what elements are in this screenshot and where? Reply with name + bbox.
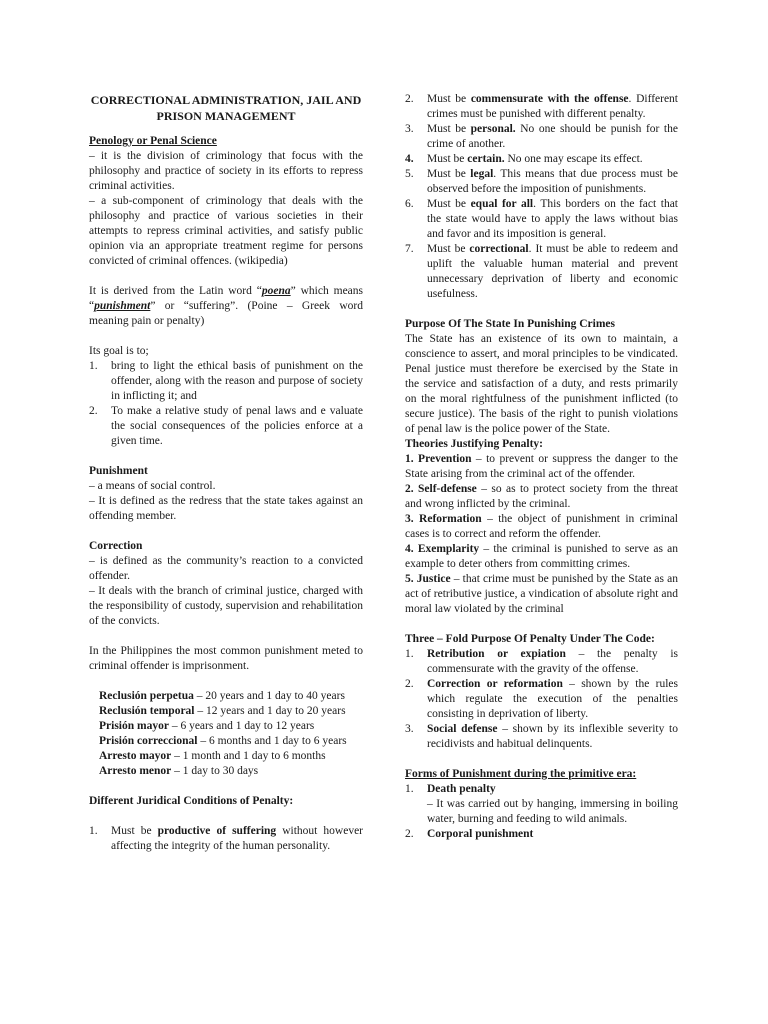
right-column xyxy=(405,92,678,842)
derivation-mid: ” which means “ xyxy=(89,285,364,312)
juridical-item: 1. Must be productive of suffering without however affecting the integrity of the human personality. xyxy=(89,825,363,852)
primitive-item: 1. Death penalty – It was carried out by hanging, immersing in boiling water, burning and feeding to wild animals. xyxy=(405,783,678,825)
punishment-line-1: – a means of social control. xyxy=(89,480,216,492)
penalty-item: Prisión mayor – 6 years and 1 day to 12 years xyxy=(99,720,315,732)
primitive-list xyxy=(405,782,678,842)
threefold-item: 2. Correction or reformation – shown by the rules which regulate the execution of the penalties consisting in deprivation of liberty. xyxy=(405,678,679,720)
threefold-list xyxy=(405,647,678,752)
penalty-item: Prisión correccional – 6 months and 1 day to 6 years xyxy=(99,735,347,747)
threefold-heading: Three – Fold Purpose Of Penalty Under The Code: xyxy=(405,633,655,645)
theory-item: 4. Exemplarity – the criminal is punished to serve as an example to deter others from committing crimes. xyxy=(405,543,678,570)
derivation-post: ” or “suffering”. (Poine – Greek word meaning pain or penalty) xyxy=(89,300,363,327)
latin-derivation xyxy=(89,284,363,329)
juridical-item: 6. Must be equal for all. This borders on the fact that the state would have to apply the laws without bias and favor and its imposition is general. xyxy=(405,198,678,240)
juridical-item: 5. Must be legal. This means that due process must be observed before the imposition of punishments. xyxy=(405,168,678,195)
juridical-item: 4. Must be certain. No one may escape its effect. xyxy=(405,153,643,165)
juridical-heading: Different Juridical Conditions of Penalty: xyxy=(89,795,294,807)
juridical-list-continued xyxy=(405,92,678,302)
penology-definition-1: – it is the division of criminology that focus with the philosophy and practice of society in its efforts to repress criminal activities. xyxy=(89,150,363,192)
document-title: CORRECTIONAL ADMINISTRATION, JAIL AND PRISON MANAGEMENT xyxy=(90,93,362,123)
punishment-line-2: – It is defined as the redress that the state takes against an offending member. xyxy=(89,495,363,522)
threefold-item: 1. Retribution or expiation – the penalty is commensurate with the gravity of the offense. xyxy=(405,648,678,675)
juridical-item: 3. Must be personal. No one should be punish for the crime of another. xyxy=(405,123,678,150)
correction-line-1: – is defined as the community’s reaction to a convicted offender. xyxy=(89,555,363,582)
juridical-item: 7. Must be correctional. It must be able to redeem and uplift the valuable human material and prevent unnecessary deprivation of liberty and economic usefulness. xyxy=(405,243,678,300)
theory-item: 1. Prevention – to prevent or suppress the danger to the State arising from the criminal act of the offender. xyxy=(405,453,678,480)
latin-word-poena: poena xyxy=(261,285,291,297)
penalty-item: Reclusión temporal – 12 years and 1 day to 20 years xyxy=(99,705,346,717)
penalty-item: Reclusión perpetua – 20 years and 1 day to 40 years xyxy=(99,690,345,702)
goal-item: 1. bring to light the ethical basis of punishment on the offender, along with the reason and purpose of society in inflicting it; and xyxy=(89,360,363,402)
primitive-heading: Forms of Punishment during the primitive era: xyxy=(405,768,637,780)
theories-heading: Theories Justifying Penalty: xyxy=(405,438,543,450)
threefold-item: 3. Social defense – shown by its inflexible severity to recidivists and habitual delinquents. xyxy=(405,723,678,750)
left-column xyxy=(89,92,363,854)
goal-intro: Its goal is to; xyxy=(89,345,149,357)
penalty-item: Arresto mayor – 1 month and 1 day to 6 months xyxy=(99,750,326,762)
goal-list xyxy=(89,359,363,449)
theory-item: 3. Reformation – the object of punishment in criminal cases is to correct and reform the offender. xyxy=(405,513,678,540)
derivation-pre: It is derived from the Latin word “ xyxy=(89,285,262,297)
penology-definition-2: – a sub-component of criminology that deals with the philosophy and practice of various societies in their attempts to repress criminal activities, and satisfy public opinion via an appropriate treatment regime for persons convicted of criminal offences. (wikipedia) xyxy=(89,195,363,267)
goal-item: 2. To make a relative study of penal laws and e valuate the social consequences of the policies enforce at a given time. xyxy=(89,405,363,447)
latin-word-punishment: punishment xyxy=(94,300,151,312)
theory-item: 5. Justice – that crime must be punished by the State as an act of retributive justice, a vindication of absolute right and moral law violated by the criminal xyxy=(405,573,678,615)
philippines-paragraph: In the Philippines the most common punishment meted to criminal offender is imprisonment. xyxy=(89,645,363,672)
correction-line-2: – It deals with the branch of criminal justice, charged with the responsibility of custody, supervision and rehabilitation of the convicts. xyxy=(89,585,363,627)
correction-heading: Correction xyxy=(89,540,143,552)
juridical-item: 2. Must be commensurate with the offense. Different crimes must be punished with different penalty. xyxy=(405,93,679,120)
theory-item: 2. Self-defense – so as to protect society from the threat and wrong inflicted by the criminal. xyxy=(405,483,678,510)
primitive-item: 2. Corporal punishment xyxy=(405,828,534,840)
purpose-body: The State has an existence of its own to maintain, a conscience to assert, and moral principles to be vindicated. Penal justice must therefore be exercised by the State in the service and satisfaction of a duty, and rests primarily on the moral rightfulness of the punishment inflicted (to secure justice). The basis of the right to punish violations of penal law is the police power of the State. xyxy=(405,333,678,435)
purpose-heading: Purpose Of The State In Punishing Crimes xyxy=(405,318,616,330)
penology-heading: Penology or Penal Science xyxy=(89,135,217,147)
penalty-item: Arresto menor – 1 day to 30 days xyxy=(99,765,259,777)
juridical-list-start xyxy=(89,824,363,854)
punishment-heading: Punishment xyxy=(89,465,148,477)
